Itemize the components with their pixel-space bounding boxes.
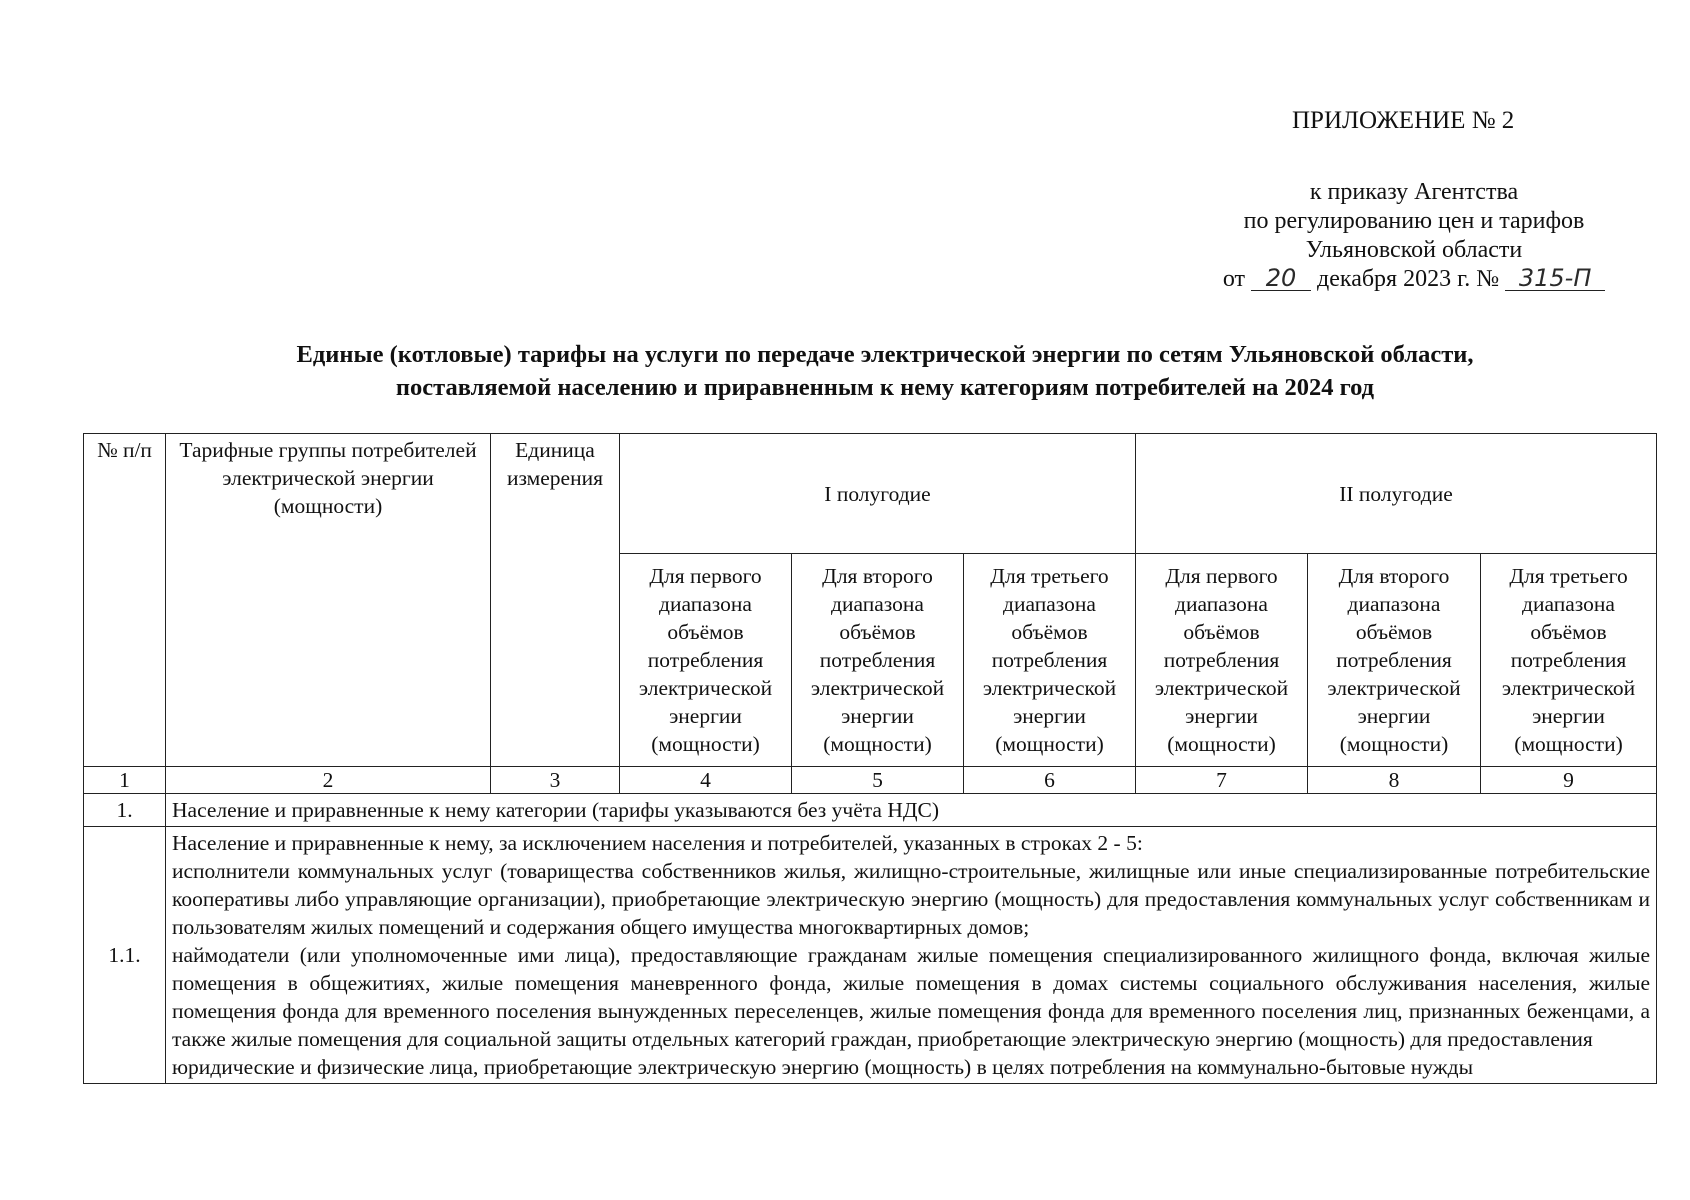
row-text-line: исполнители коммунальных услуг (товарищества собственников жилья, жилищно-строительные, жилищные или иные специализированные потребительские кооперативы либо управляющие организации), приобретающие электрическую энергию (мощность) для предоставления коммунальных услуг собственникам и пользователям жилых помещений и содержания общего имущества многоквартирных домов; xyxy=(172,859,1651,939)
order-line-3: Ульяновской области xyxy=(1305,237,1523,263)
row-text-line: юридические и физические лица, приобретающие электрическую энергию (мощность) в целях потребления на коммунально-бытовые нужды xyxy=(172,1055,1474,1079)
order-reference xyxy=(1212,178,1616,294)
header-unit: Единица измерения xyxy=(491,434,620,767)
row-category-text xyxy=(166,827,1657,1084)
header-h2-range-1: Для первого диапазона объёмов потребления электрической энергии (мощности) xyxy=(1136,554,1308,767)
tariff-table xyxy=(83,433,1657,1084)
column-number: 9 xyxy=(1481,767,1657,794)
column-number: 2 xyxy=(166,767,491,794)
document-title xyxy=(160,338,1610,404)
order-date-line xyxy=(1212,265,1616,294)
table-row xyxy=(84,827,1657,1084)
header-h2-range-2: Для второго диапазона объёмов потребления электрической энергии (мощности) xyxy=(1308,554,1481,767)
header-h1-range-2: Для второго диапазона объёмов потребления электрической энергии (мощности) xyxy=(792,554,964,767)
order-line-1: к приказу Агентства xyxy=(1309,179,1519,205)
header-h2-range-3: Для третьего диапазона объёмов потребления электрической энергии (мощности) xyxy=(1481,554,1657,767)
date-middle: декабря 2023 г. № xyxy=(1317,266,1500,292)
title-line-1: Единые (котловые) тарифы на услуги по передаче электрической энергии по сетям Ульяновской области, xyxy=(296,341,1474,368)
row-number: 1.1. xyxy=(84,827,166,1084)
column-number: 3 xyxy=(491,767,620,794)
handwritten-day: 20 xyxy=(1251,266,1311,291)
table-row xyxy=(84,794,1657,827)
column-number: 8 xyxy=(1308,767,1481,794)
header-h1-range-3: Для третьего диапазона объёмов потребления электрической энергии (мощности) xyxy=(964,554,1136,767)
date-prefix: от xyxy=(1222,266,1246,292)
header-half-1: I полугодие xyxy=(620,434,1136,554)
column-number: 5 xyxy=(792,767,964,794)
header-groups: Тарифные группы потребителей электрической энергии (мощности) xyxy=(166,434,491,767)
row-number: 1. xyxy=(84,794,166,827)
column-number-row xyxy=(84,767,1657,794)
column-number: 7 xyxy=(1136,767,1308,794)
row-text-line: наймодатели (или уполномоченные ими лица), предоставляющие гражданам жилые помещения специализированного жилищного фонда, включая жилые помещения в общежитиях, жилые помещения маневренного фонда, жилые помещения в домах системы социального обслуживания населения, жилые помещения фонда для временного поселения вынужденных переселенцев, жилые помещения фонда для временного поселения лиц, признанных беженцами, а также жилые помещения для социальной защиты отдельных категорий граждан, приобретающие электрическую энергию (мощность) для предоставления xyxy=(172,943,1651,1051)
column-number: 4 xyxy=(620,767,792,794)
column-number: 1 xyxy=(84,767,166,794)
header-row-1 xyxy=(84,434,1657,554)
column-number: 6 xyxy=(964,767,1136,794)
header-h1-range-1: Для первого диапазона объёмов потребления электрической энергии (мощности) xyxy=(620,554,792,767)
header-num: № п/п xyxy=(84,434,166,767)
handwritten-order-number: 315-П xyxy=(1505,266,1605,291)
row-text-line: Население и приравненные к нему, за исключением населения и потребителей, указанных в строках 2 - 5: xyxy=(172,831,1143,855)
header-half-2: II полугодие xyxy=(1136,434,1657,554)
appendix-title: ПРИЛОЖЕНИЕ № 2 xyxy=(1292,107,1515,134)
row-category-text: Население и приравненные к нему категории (тарифы указываются без учёта НДС) xyxy=(166,794,1657,827)
title-line-2: поставляемой населению и приравненным к нему категориям потребителей на 2024 год xyxy=(395,374,1375,401)
order-line-2: по регулированию цен и тарифов xyxy=(1243,208,1585,234)
